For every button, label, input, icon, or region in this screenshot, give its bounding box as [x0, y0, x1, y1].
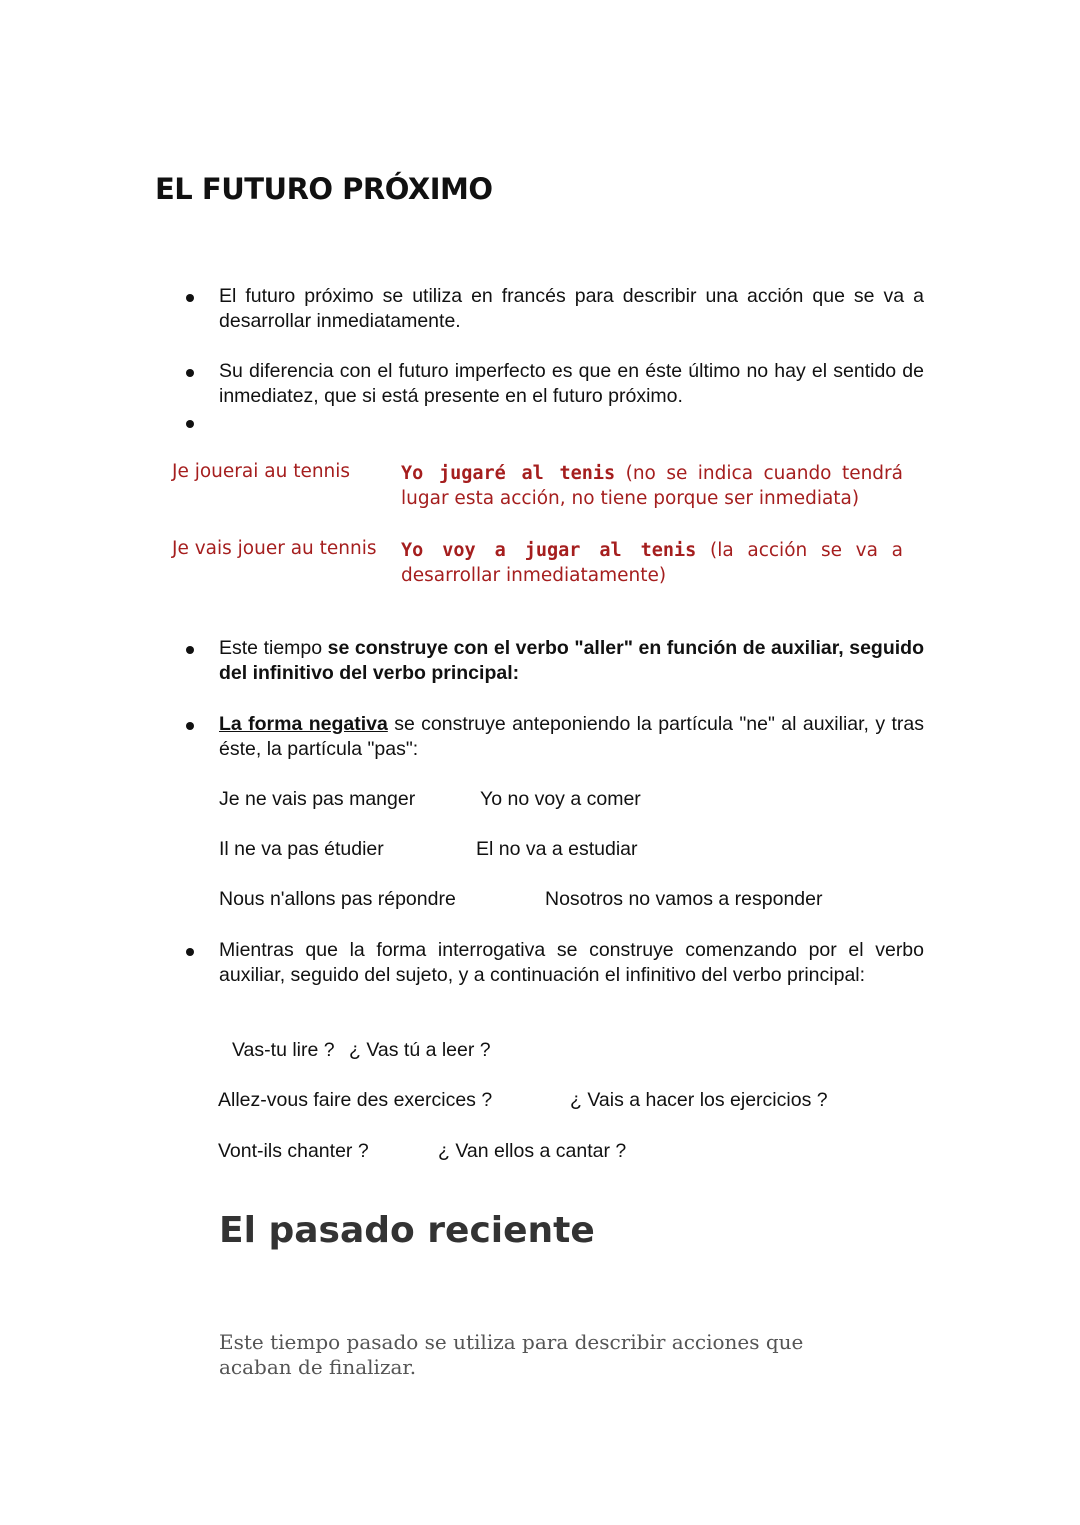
negative-example-french: Il ne va pas étudier [219, 838, 384, 860]
negative-form-label: La forma negativa [219, 713, 388, 735]
bullet-icon [186, 948, 194, 956]
paragraph-intro: El futuro próximo se utiliza en francés para describir una acción que se va a desarrollar inmediatamente. [219, 285, 924, 332]
paragraph-interrogative: Mientras que la forma interrogativa se construye comenzando por el verbo auxiliar, seguido del sujeto, y a continuación el infinitivo del verbo principal: [219, 939, 924, 986]
section-intro: Este tiempo pasado se utiliza para describir acciones que acaban de finalizar. [219, 1330, 804, 1379]
negative-form-rule: se construye anteponiendo la partícula "ne" al auxiliar, y tras éste, la partícula "pas": [219, 713, 924, 760]
interrogative-example-french: Allez-vous faire des exercices ? [218, 1089, 493, 1111]
bullet-icon [186, 294, 194, 302]
example-spanish-note: (no se indica cuando tendrá lugar esta acción, no tiene porque ser inmediata) [401, 463, 903, 509]
negative-example-spanish: El no va a estudiar [476, 838, 638, 860]
negative-example-spanish: Yo no voy a comer [480, 788, 641, 810]
example-french: Je jouerai au tennis [172, 461, 351, 482]
interrogative-example-spanish: ¿ Van ellos a cantar ? [438, 1140, 627, 1162]
section-heading: El pasado reciente [219, 1210, 595, 1251]
interrogative-example-french: Vont-ils chanter ? [218, 1140, 369, 1162]
example-spanish-note: (la acción se va a desarrollar inmediatamente) [401, 540, 903, 586]
interrogative-example-spanish: ¿ Vas tú a leer ? [349, 1039, 491, 1061]
example-french: Je vais jouer au tennis [172, 538, 377, 559]
paragraph-construction [219, 636, 924, 686]
bullet-icon [186, 646, 194, 654]
bullet-icon [186, 420, 194, 428]
example-spanish [401, 538, 903, 588]
example-spanish-strong: Yo voy a jugar al tenis [401, 540, 697, 561]
interrogative-example-french: Vas-tu lire ? [232, 1039, 335, 1061]
negative-example-french: Nous n'allons pas répondre [219, 888, 456, 910]
interrogative-example-spanish: ¿ Vais a hacer los ejercicios ? [570, 1089, 828, 1111]
paragraph-difference: Su diferencia con el futuro imperfecto es que en éste último no hay el sentido de inmediatez, que si está presente en el futuro próximo. [219, 360, 924, 407]
construction-lead: Este tiempo [219, 637, 328, 659]
bullet-icon [186, 722, 194, 730]
bullet-icon [186, 369, 194, 377]
construction-rule: se construye con el verbo "aller" en función de auxiliar, seguido del infinitivo del verbo principal: [219, 637, 924, 684]
paragraph-negative [219, 712, 924, 762]
negative-example-french: Je ne vais pas manger [219, 788, 416, 810]
negative-example-spanish: Nosotros no vamos a responder [545, 888, 823, 910]
page-title: EL FUTURO PRÓXIMO [155, 172, 493, 206]
example-spanish [401, 461, 903, 511]
example-spanish-strong: Yo jugaré al tenis [401, 463, 616, 484]
